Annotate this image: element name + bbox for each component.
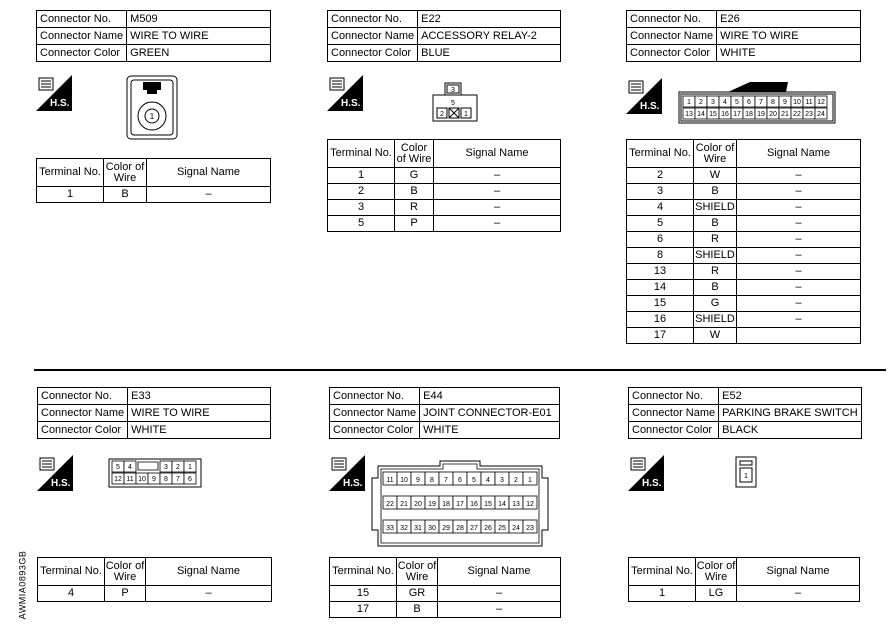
pin-label: 17 — [456, 501, 464, 508]
pin-label: 11 — [126, 476, 134, 483]
pin-label: 1 — [149, 112, 155, 121]
harness-side-icon — [37, 455, 73, 491]
harness-side-icon — [36, 75, 72, 111]
section-divider — [34, 369, 886, 371]
pin-label: 3 — [451, 87, 455, 94]
pin-label: 4 — [723, 99, 727, 106]
pin-label: 26 — [484, 525, 492, 532]
pin-label: 21 — [781, 111, 789, 118]
pin-label: 7 — [759, 99, 763, 106]
pin-label: 1 — [687, 99, 691, 106]
pin-label: 1 — [188, 464, 192, 471]
connector-diagram-e44 — [370, 460, 550, 548]
connector-name-value: PARKING BRAKE SWITCH — [719, 405, 861, 422]
table-row: 4 P – — [38, 586, 272, 602]
harness-side-icon — [628, 455, 664, 491]
table-row: 5 P – — [328, 216, 561, 232]
pin-label: 19 — [428, 501, 436, 508]
connector-no-label: Connector No. — [328, 11, 418, 28]
table-row: 3 B – — [627, 184, 861, 200]
terminal-table-e33 — [37, 557, 272, 602]
table-row: 17 W — [627, 328, 861, 344]
connector-no-value: E22 — [418, 11, 561, 28]
connector-color-value: BLUE — [418, 45, 561, 62]
pin-label: 2 — [440, 111, 444, 118]
terminal-no-header: Terminal No. — [629, 558, 696, 586]
connector-name-value: ACCESSORY RELAY-2 — [418, 28, 561, 45]
pin-label: 27 — [470, 525, 478, 532]
connector-color-label: Connector Color — [629, 422, 719, 439]
pin-label: 23 — [805, 111, 813, 118]
table-row: 15 GR – — [330, 586, 561, 602]
connector-info-m509 — [36, 10, 271, 62]
pin-label: 3 — [500, 477, 504, 484]
pin-label: 7 — [444, 477, 448, 484]
connector-color-value: WHITE — [128, 422, 271, 439]
pin-label: 16 — [721, 111, 729, 118]
connector-name-label: Connector Name — [330, 405, 420, 422]
connector-diagram-e33 — [108, 458, 202, 488]
color-of-wire-header: Color of Wire — [397, 558, 438, 586]
table-row: 2 B – — [328, 184, 561, 200]
pin-label: 6 — [458, 477, 462, 484]
pin-label: 8 — [771, 99, 775, 106]
connector-name-label: Connector Name — [627, 28, 717, 45]
color-of-wire-header: Color of Wire — [696, 558, 737, 586]
pin-label: 25 — [498, 525, 506, 532]
pin-label: 1 — [464, 111, 468, 118]
svg-text:H.S.: H.S. — [51, 478, 71, 489]
signal-name-header: Signal Name — [434, 140, 561, 168]
connector-name-value: WIRE TO WIRE — [717, 28, 861, 45]
pin-label: 15 — [484, 501, 492, 508]
color-of-wire-header: Color of Wire — [694, 140, 737, 168]
svg-text:H.S.: H.S. — [343, 478, 363, 489]
connector-no-value: E52 — [719, 388, 861, 405]
terminal-no-header: Terminal No. — [330, 558, 397, 586]
pin-label: 19 — [757, 111, 765, 118]
color-of-wire-header: Color of Wire — [105, 558, 146, 586]
table-row: 4 SHIELD – — [627, 200, 861, 216]
pin-label: 9 — [783, 99, 787, 106]
pin-label: 33 — [386, 525, 394, 532]
terminal-table-e44 — [329, 557, 561, 618]
pin-label: 3 — [711, 99, 715, 106]
pin-label: 16 — [470, 501, 478, 508]
terminal-table-e52 — [628, 557, 860, 602]
harness-side-icon — [329, 455, 365, 491]
terminal-table-e26 — [626, 139, 861, 344]
connector-name-label: Connector Name — [38, 405, 128, 422]
pin-label: 5 — [116, 464, 120, 471]
pin-label: 28 — [456, 525, 464, 532]
table-row: 16 SHIELD – — [627, 312, 861, 328]
pin-label: 3 — [164, 464, 168, 471]
pin-label: 2 — [514, 477, 518, 484]
pin-label: 9 — [152, 476, 156, 483]
harness-side-icon — [327, 75, 363, 111]
table-row: 13 R – — [627, 264, 861, 280]
pin-label: 22 — [386, 501, 394, 508]
pin-label: 10 — [138, 476, 146, 483]
connector-no-label: Connector No. — [37, 11, 127, 28]
connector-no-label: Connector No. — [629, 388, 719, 405]
pin-label: 15 — [709, 111, 717, 118]
pin-label: 22 — [793, 111, 801, 118]
pin-label: 20 — [414, 501, 422, 508]
pin-label: 7 — [176, 476, 180, 483]
pin-label: 5 — [472, 477, 476, 484]
pin-label: 10 — [793, 99, 801, 106]
pin-label: 29 — [442, 525, 450, 532]
connector-diagram-e26 — [678, 80, 836, 124]
pin-label: 13 — [685, 111, 693, 118]
table-row: 1 LG – — [629, 586, 860, 602]
pin-label: 13 — [512, 501, 520, 508]
pin-label: 6 — [188, 476, 192, 483]
table-row: 17 B – — [330, 602, 561, 618]
pin-label: 2 — [699, 99, 703, 106]
pin-label: 12 — [526, 501, 534, 508]
connector-no-value: E33 — [128, 388, 271, 405]
terminal-no-header: Terminal No. — [38, 558, 105, 586]
terminal-no-header: Terminal No. — [328, 140, 395, 168]
table-row: 1 G – — [328, 168, 561, 184]
pin-label: 12 — [114, 476, 122, 483]
pin-label: 6 — [747, 99, 751, 106]
wire-color-cell: B — [104, 187, 147, 203]
connector-diagram-e22 — [432, 82, 480, 124]
pin-label: 5 — [735, 99, 739, 106]
connector-diagram-e52 — [735, 456, 757, 488]
terminal-table-e22 — [327, 139, 561, 232]
connector-color-value: GREEN — [127, 45, 271, 62]
connector-color-label: Connector Color — [330, 422, 420, 439]
pin-label: 17 — [733, 111, 741, 118]
connector-color-label: Connector Color — [627, 45, 717, 62]
pin-label: 24 — [817, 111, 825, 118]
signal-name-header: Signal Name — [146, 558, 272, 586]
connector-no-label: Connector No. — [38, 388, 128, 405]
connector-name-label: Connector Name — [37, 28, 127, 45]
signal-name-cell: – — [147, 187, 271, 203]
connector-color-value: WHITE — [420, 422, 560, 439]
connector-name-value: JOINT CONNECTOR-E01 — [420, 405, 560, 422]
connector-color-value: WHITE — [717, 45, 861, 62]
pin-label: 30 — [428, 525, 436, 532]
connector-color-label: Connector Color — [328, 45, 418, 62]
signal-name-header: Signal Name — [147, 159, 271, 187]
pin-label: 12 — [817, 99, 825, 106]
terminal-no-header: Terminal No. — [627, 140, 694, 168]
connector-info-e22 — [327, 10, 561, 62]
connector-diagram-m509 — [126, 75, 178, 140]
table-row: 6 R – — [627, 232, 861, 248]
table-row — [37, 187, 271, 203]
svg-text:H.S.: H.S. — [642, 478, 662, 489]
terminal-table-m509 — [36, 158, 271, 203]
terminal-no-cell: 1 — [37, 187, 104, 203]
connector-info-e26 — [626, 10, 861, 62]
connector-color-label: Connector Color — [38, 422, 128, 439]
connector-no-value: E26 — [717, 11, 861, 28]
pin-label: 2 — [176, 464, 180, 471]
connector-info-e33 — [37, 387, 271, 439]
pin-label: 18 — [745, 111, 753, 118]
pin-label: 14 — [697, 111, 705, 118]
signal-name-header: Signal Name — [737, 140, 861, 168]
pin-label: 10 — [400, 477, 408, 484]
svg-text:H.S.: H.S. — [640, 101, 660, 112]
signal-name-header: Signal Name — [438, 558, 561, 586]
connector-name-value: WIRE TO WIRE — [127, 28, 271, 45]
pin-label: 21 — [400, 501, 408, 508]
pin-label: 14 — [498, 501, 506, 508]
pin-label: 4 — [128, 464, 132, 471]
pin-label: 23 — [526, 525, 534, 532]
table-row: 14 B – — [627, 280, 861, 296]
pin-label: 24 — [512, 525, 520, 532]
table-row: 3 R – — [328, 200, 561, 216]
connector-no-label: Connector No. — [627, 11, 717, 28]
svg-text:H.S.: H.S. — [341, 98, 361, 109]
pin-label: 11 — [805, 99, 813, 106]
connector-name-value: WIRE TO WIRE — [128, 405, 271, 422]
pin-label: 11 — [386, 477, 394, 484]
connector-no-value: E44 — [420, 388, 560, 405]
table-row: 8 SHIELD – — [627, 248, 861, 264]
terminal-no-header: Terminal No. — [37, 159, 104, 187]
connector-color-value: BLACK — [719, 422, 861, 439]
pin-label: 5 — [451, 100, 455, 107]
pin-label: 9 — [416, 477, 420, 484]
svg-text:H.S.: H.S. — [50, 98, 70, 109]
pin-label: 31 — [414, 525, 422, 532]
figure-code: AWMIA0893GB — [17, 550, 28, 620]
color-of-wire-header: Color of Wire — [104, 159, 147, 187]
connector-name-label: Connector Name — [629, 405, 719, 422]
connector-info-e52 — [628, 387, 862, 439]
color-of-wire-header: Color of Wire — [395, 140, 434, 168]
pin-label: 32 — [400, 525, 408, 532]
pin-label: 8 — [430, 477, 434, 484]
connector-info-e44 — [329, 387, 560, 439]
pin-label: 8 — [164, 476, 168, 483]
harness-side-icon — [626, 78, 662, 114]
table-row: 15 G – — [627, 296, 861, 312]
connector-name-label: Connector Name — [328, 28, 418, 45]
table-row: 5 B – — [627, 216, 861, 232]
pin-label: 4 — [486, 477, 490, 484]
pin-label: 1 — [744, 473, 748, 480]
pin-label: 20 — [769, 111, 777, 118]
connector-color-label: Connector Color — [37, 45, 127, 62]
connector-no-label: Connector No. — [330, 388, 420, 405]
table-row: 2 W – — [627, 168, 861, 184]
connector-no-value: M509 — [127, 11, 271, 28]
pin-label: 18 — [442, 501, 450, 508]
pin-label: 1 — [528, 477, 532, 484]
signal-name-header: Signal Name — [737, 558, 860, 586]
